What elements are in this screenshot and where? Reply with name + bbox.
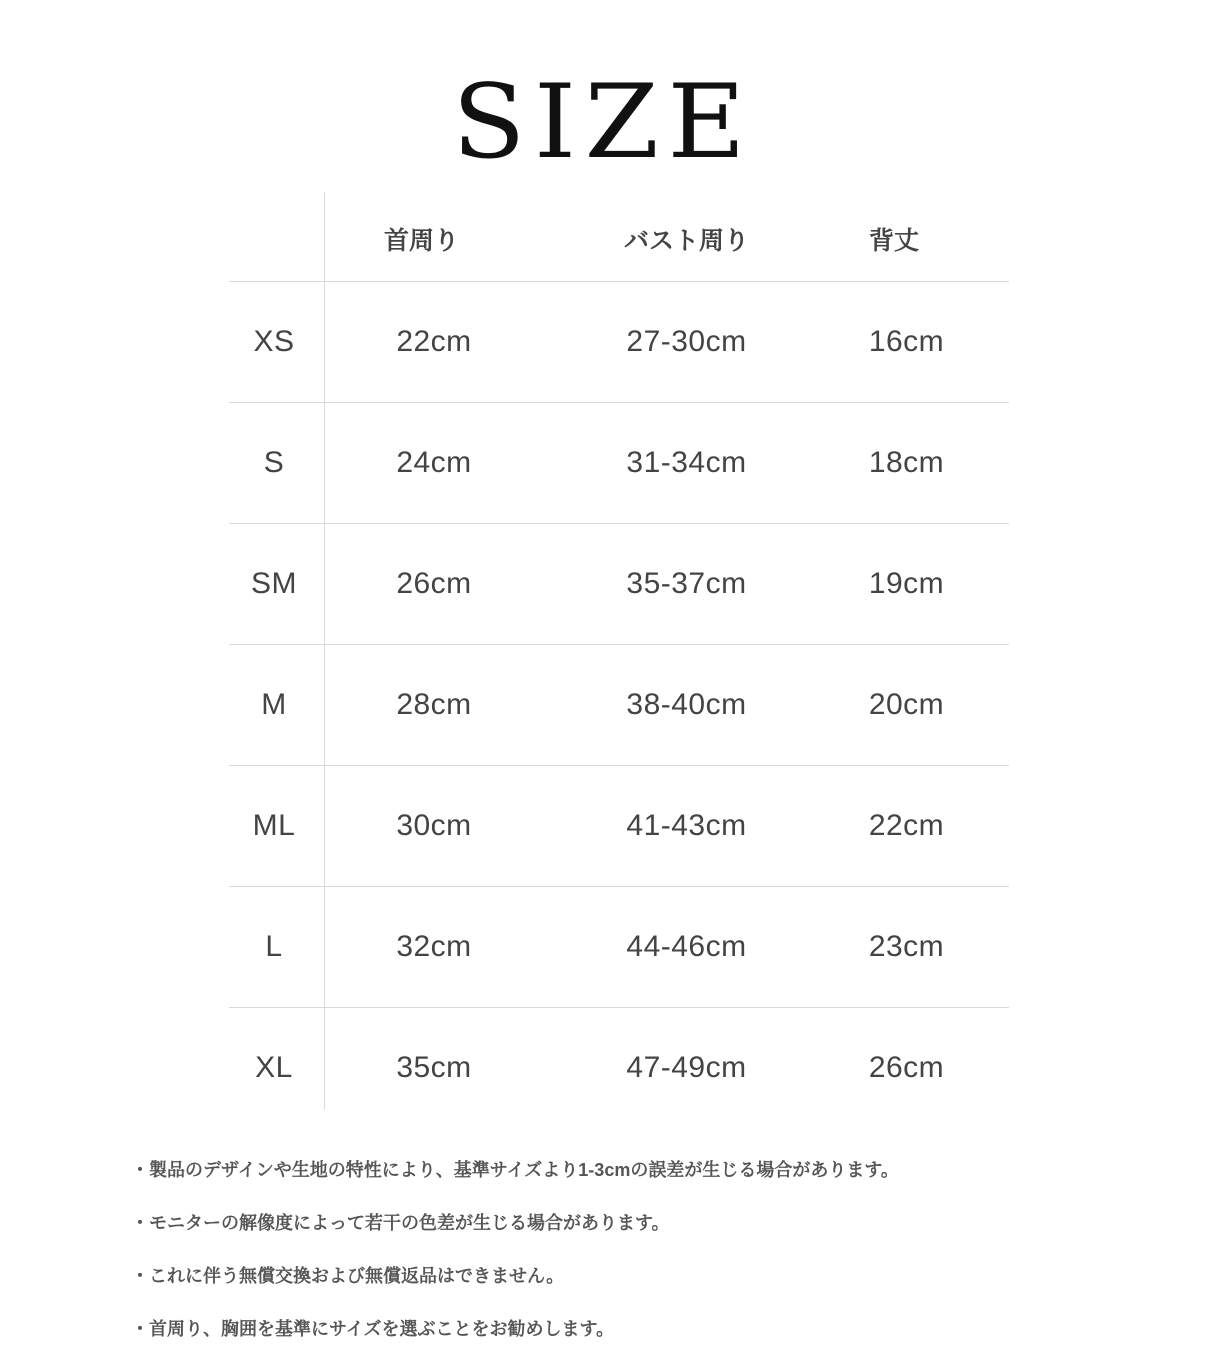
bust-value: 27-30cm	[626, 325, 747, 358]
size-label: L	[265, 930, 283, 963]
length-value: 18cm	[868, 446, 945, 479]
table-row	[229, 645, 1009, 766]
size-label: XS	[253, 325, 295, 358]
table-row	[229, 282, 1009, 403]
length-value: 26cm	[868, 1051, 945, 1084]
bust-value: 44-46cm	[626, 930, 747, 963]
neck-value: 24cm	[396, 446, 472, 479]
neck-value: 28cm	[396, 688, 472, 721]
header-size	[229, 192, 319, 283]
length-value: 19cm	[868, 567, 945, 600]
bust-value: 35-37cm	[626, 567, 747, 600]
size-label: S	[263, 446, 285, 479]
bust-value: 38-40cm	[626, 688, 747, 721]
size-label: ML	[252, 809, 296, 842]
note-item: ・製品のデザインや生地の特性により、基準サイズより1-3cmの誤差が生じる場合があります。	[131, 1160, 899, 1180]
note-item: ・モニターの解像度によって若干の色差が生じる場合があります。	[131, 1213, 670, 1233]
bust-value: 31-34cm	[626, 446, 747, 479]
header-neck: 首周り	[383, 226, 459, 255]
neck-value: 30cm	[396, 809, 472, 842]
neck-value: 26cm	[396, 567, 472, 600]
table-row	[229, 887, 1009, 1008]
note-item: ・これに伴う無償交換および無償返品はできません。	[131, 1266, 565, 1286]
size-label: SM	[251, 567, 297, 600]
length-value: 20cm	[868, 688, 945, 721]
note-item: ・首周り、胸囲を基準にサイズを選ぶことをお勧めします。	[131, 1319, 615, 1339]
length-value: 16cm	[868, 325, 945, 358]
header-bust: バスト周り	[623, 226, 749, 255]
table-row	[229, 524, 1009, 645]
table-row	[229, 403, 1009, 524]
neck-value: 22cm	[396, 325, 472, 358]
size-label: M	[261, 688, 287, 721]
size-label: XL	[255, 1051, 293, 1084]
length-value: 23cm	[868, 930, 945, 963]
table-row	[229, 1008, 1009, 1128]
notes-list	[131, 1150, 1131, 1362]
table-header-row	[229, 192, 1009, 282]
table-row	[229, 766, 1009, 887]
bust-value: 47-49cm	[626, 1051, 747, 1084]
page-title: SIZE	[452, 63, 754, 183]
neck-value: 32cm	[396, 930, 472, 963]
header-length: 背丈	[868, 226, 919, 255]
bust-value: 41-43cm	[626, 809, 747, 842]
length-value: 22cm	[868, 809, 945, 842]
neck-value: 35cm	[396, 1051, 472, 1084]
